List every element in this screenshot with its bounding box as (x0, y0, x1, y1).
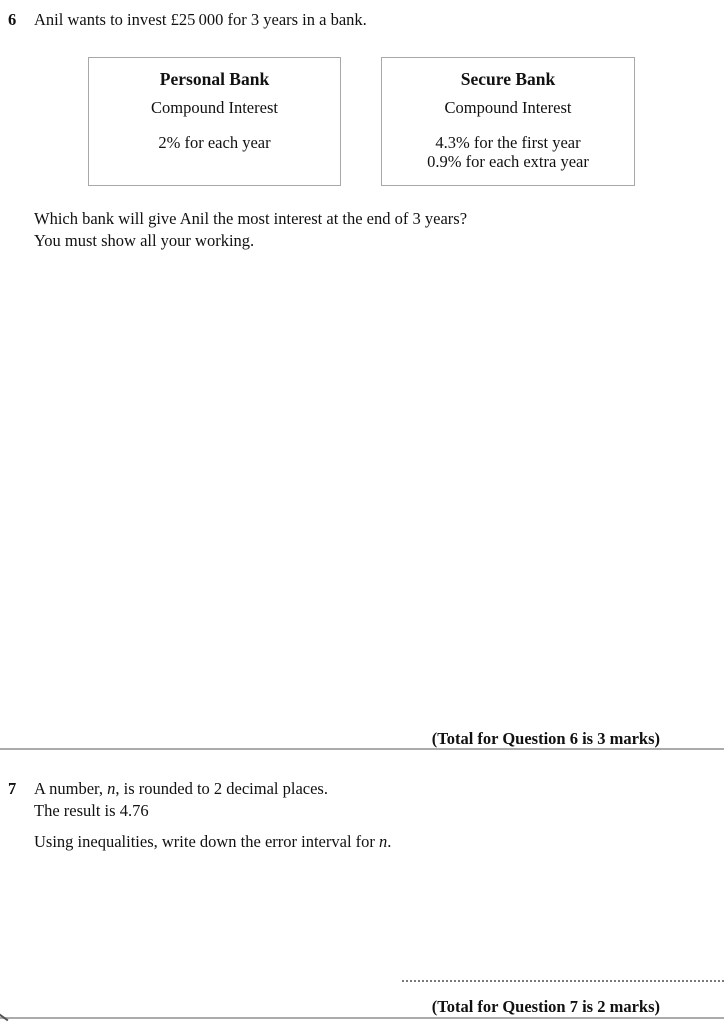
question-7-total: (Total for Question 7 is 2 marks) (431, 997, 660, 1016)
secure-bank-rate-line-1: 4.3% for the first year (435, 133, 581, 152)
question-7-answer-line (402, 971, 724, 982)
question-7-number: 7 (8, 779, 17, 798)
question-6-divider (0, 748, 724, 750)
secure-bank-rate-line-2: 0.9% for each extra year (427, 152, 589, 171)
personal-bank-box (88, 57, 341, 186)
question-7-prompt-post: . (387, 832, 392, 851)
question-6-total: (Total for Question 6 is 3 marks) (431, 729, 660, 748)
personal-bank-name: Personal Bank (159, 69, 270, 89)
question-7-statement-post: , is rounded to 2 decimal places. (115, 779, 328, 798)
secure-bank-scheme: Compound Interest (444, 98, 572, 117)
question-7-variable-n: n (107, 779, 116, 798)
personal-bank-scheme: Compound Interest (151, 98, 278, 117)
question-7-prompt-pre: Using inequalities, write down the error interval for (34, 832, 380, 851)
question-7-statement-line-1 (34, 778, 328, 800)
secure-bank-rates (427, 133, 589, 171)
question-6-prompt-line-2: You must show all your working. (34, 231, 255, 250)
question-7-divider (0, 1017, 724, 1019)
secure-bank-box (381, 57, 635, 186)
question-7-statement-pre: A number, (34, 779, 108, 798)
question-7-statement-line-2: The result is 4.76 (34, 801, 149, 820)
question-6-number: 6 (8, 10, 17, 29)
question-7-statement (34, 778, 328, 822)
question-7-prompt-variable-n: n (379, 832, 388, 851)
personal-bank-rate-line: 2% for each year (158, 133, 271, 152)
question-6-prompt (34, 208, 467, 252)
question-7-prompt (34, 831, 391, 853)
personal-bank-rates (158, 133, 270, 152)
secure-bank-name: Secure Bank (460, 69, 556, 89)
question-6-prompt-line-1: Which bank will give Anil the most interest at the end of 3 years? (34, 209, 468, 228)
question-6-intro: Anil wants to invest £25 000 for 3 years in a bank. (34, 10, 367, 29)
